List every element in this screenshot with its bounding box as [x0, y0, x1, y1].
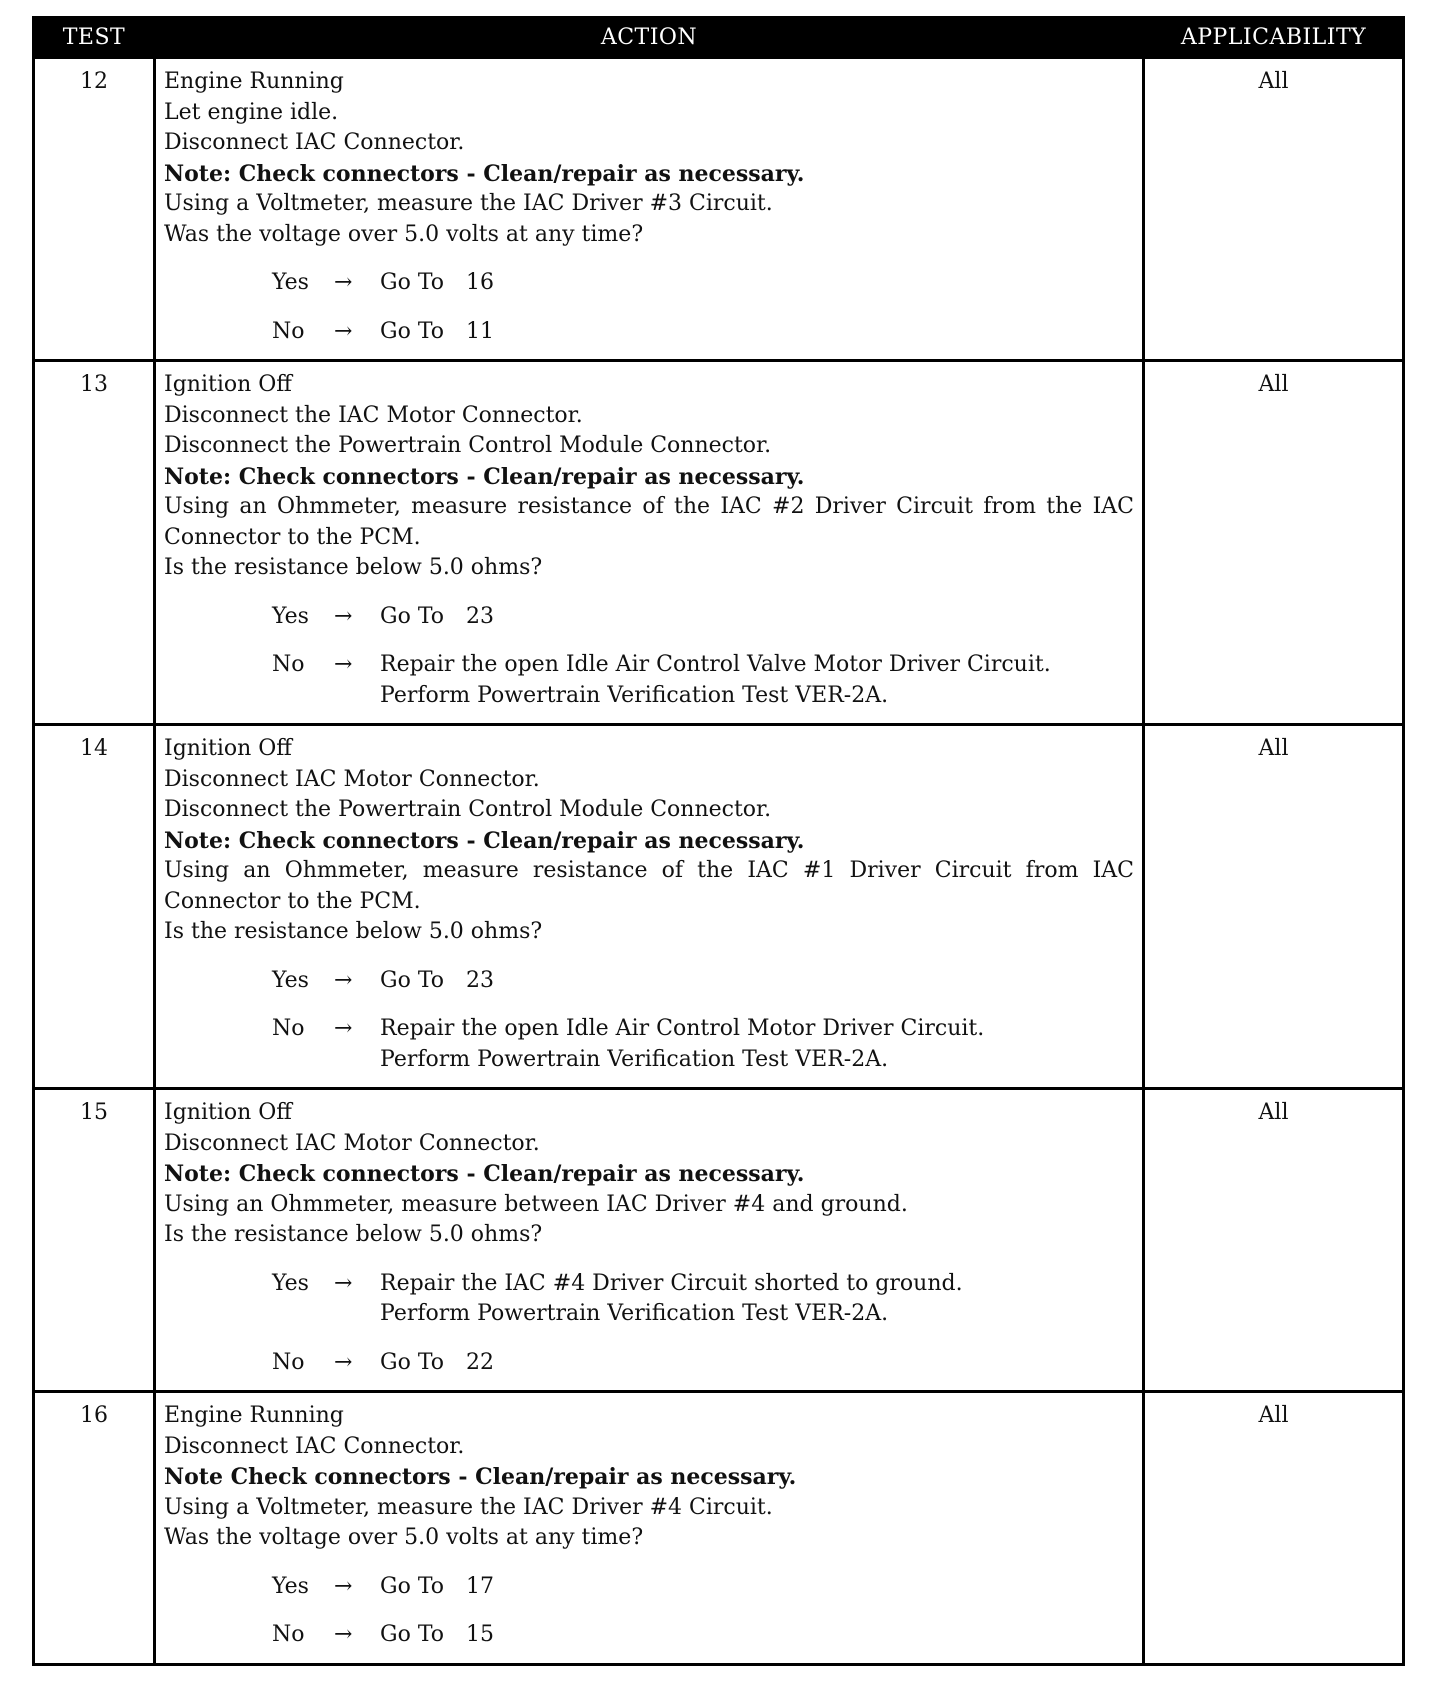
table-row — [34, 1089, 1404, 1392]
applicability-value: All — [1144, 725, 1404, 1089]
action-note: Note Check connectors - Clean/repair as necessary. — [164, 1464, 797, 1490]
test-number: 16 — [34, 1392, 155, 1665]
goto-target: 17 — [466, 1573, 495, 1599]
arrow-right-icon: → — [334, 270, 353, 295]
action-line: Engine Running — [164, 1403, 344, 1428]
no-label: No — [272, 1016, 305, 1041]
diagnostic-table — [32, 16, 1405, 1666]
goto-text: Go To 17 — [380, 1573, 495, 1599]
table-row — [34, 1392, 1404, 1665]
action-line: Disconnect IAC Motor Connector. — [164, 1130, 540, 1156]
action-line: Connector to the PCM. — [164, 524, 421, 550]
arrow-right-icon: → — [334, 1573, 353, 1599]
test-number: 13 — [34, 361, 155, 725]
action-line: Using an Ohmmeter, measure resistance of the IAC #2 Driver Circuit from the IAC — [164, 494, 1134, 519]
yes-branch — [164, 966, 1134, 997]
goto-target: 23 — [466, 967, 495, 993]
yes-branch — [164, 268, 1134, 299]
no-branch — [164, 1620, 1134, 1651]
action-line: Let engine idle. — [164, 99, 339, 125]
action-line: Disconnect IAC Connector. — [164, 1433, 465, 1459]
goto-text: Go To 22 — [380, 1349, 495, 1375]
action-question: Is the resistance below 5.0 ohms? — [164, 1222, 543, 1247]
no-branch — [164, 650, 1134, 711]
goto-text: Go To 16 — [380, 270, 495, 295]
action-note: Note: Check connectors - Clean/repair as necessary. — [164, 463, 805, 490]
yes-label: Yes — [272, 1270, 309, 1296]
yes-branch — [164, 602, 1134, 633]
header-action: ACTION — [155, 18, 1144, 58]
goto-text: Go To 23 — [380, 603, 495, 629]
test-number: 14 — [34, 725, 155, 1089]
table-row — [34, 58, 1404, 361]
action-question: Was the voltage over 5.0 volts at any time? — [164, 1525, 644, 1550]
result-text — [380, 650, 1051, 711]
result-branches — [164, 1269, 1134, 1379]
header-applicability: APPLICABILITY — [1144, 18, 1404, 58]
action-line: Ignition Off — [164, 736, 292, 761]
arrow-right-icon: → — [334, 652, 353, 677]
result-text — [380, 1014, 984, 1075]
yes-label: Yes — [272, 967, 309, 993]
no-branch — [164, 1014, 1134, 1075]
yes-branch — [164, 1572, 1134, 1603]
action-line: Ignition Off — [164, 1100, 292, 1125]
action-note: Note: Check connectors - Clean/repair as necessary. — [164, 160, 805, 187]
action-cell — [155, 58, 1144, 361]
result-text-line: Repair the open Idle Air Control Motor Driver Circuit. — [380, 1016, 985, 1041]
yes-label: Yes — [272, 1573, 309, 1599]
action-line: Using a Voltmeter, measure the IAC Driver #4 Circuit. — [164, 1494, 773, 1520]
goto-target: 16 — [466, 270, 495, 295]
result-branches — [164, 268, 1134, 347]
action-line: Using a Voltmeter, measure the IAC Driver #3 Circuit. — [164, 191, 773, 216]
action-cell — [155, 1392, 1144, 1665]
action-line: Disconnect the Powertrain Control Module Connector. — [164, 433, 772, 458]
goto-target: 23 — [466, 603, 495, 629]
goto-target: 15 — [466, 1622, 495, 1647]
action-question: Is the resistance below 5.0 ohms? — [164, 555, 543, 580]
result-text-line: Repair the IAC #4 Driver Circuit shorted to ground. — [380, 1270, 963, 1296]
action-line: Disconnect the IAC Motor Connector. — [164, 402, 583, 428]
arrow-right-icon: → — [334, 603, 353, 629]
goto-text: Go To 11 — [380, 318, 495, 344]
arrow-right-icon: → — [334, 967, 353, 993]
action-line: Disconnect the Powertrain Control Module Connector. — [164, 797, 772, 822]
action-note: Note: Check connectors - Clean/repair as necessary. — [164, 827, 805, 854]
yes-branch — [164, 1269, 1134, 1330]
no-branch — [164, 1348, 1134, 1379]
action-line: Engine Running — [164, 69, 344, 94]
applicability-value: All — [1144, 58, 1404, 361]
arrow-right-icon: → — [334, 1270, 353, 1296]
result-text-line: Perform Powertrain Verification Test VER-2A. — [380, 1046, 889, 1072]
action-question: Is the resistance below 5.0 ohms? — [164, 919, 543, 944]
arrow-right-icon: → — [334, 318, 353, 344]
test-number: 15 — [34, 1089, 155, 1392]
action-note: Note: Check connectors - Clean/repair as necessary. — [164, 1161, 805, 1187]
result-text-line: Repair the open Idle Air Control Valve Motor Driver Circuit. — [380, 652, 1051, 677]
action-line: Using an Ohmmeter, measure resistance of the IAC #1 Driver Circuit from IAC — [164, 858, 1134, 883]
header-test: TEST — [34, 18, 155, 58]
action-line: Disconnect IAC Motor Connector. — [164, 766, 540, 792]
test-number: 12 — [34, 58, 155, 361]
table-row — [34, 361, 1404, 725]
action-line: Ignition Off — [164, 372, 292, 397]
yes-label: Yes — [272, 603, 309, 629]
no-branch — [164, 317, 1134, 348]
goto-target: 22 — [466, 1349, 495, 1375]
no-label: No — [272, 652, 305, 677]
action-line: Disconnect IAC Connector. — [164, 130, 465, 155]
action-cell — [155, 1089, 1144, 1392]
result-branches — [164, 966, 1134, 1076]
applicability-value: All — [1144, 1089, 1404, 1392]
action-line: Using an Ohmmeter, measure between IAC Driver #4 and ground. — [164, 1191, 908, 1217]
arrow-right-icon: → — [334, 1622, 353, 1647]
no-label: No — [272, 318, 305, 344]
no-label: No — [272, 1349, 305, 1375]
action-cell — [155, 361, 1144, 725]
action-line: Connector to the PCM. — [164, 888, 421, 914]
arrow-right-icon: → — [334, 1349, 353, 1375]
applicability-value: All — [1144, 1392, 1404, 1665]
goto-text: Go To 15 — [380, 1622, 495, 1647]
arrow-right-icon: → — [334, 1016, 353, 1041]
result-text-line: Perform Powertrain Verification Test VER-2A. — [380, 1301, 889, 1326]
table-row — [34, 725, 1404, 1089]
result-text — [380, 1269, 963, 1330]
no-label: No — [272, 1622, 305, 1647]
goto-text: Go To 23 — [380, 967, 495, 993]
goto-target: 11 — [466, 318, 495, 344]
result-branches — [164, 602, 1134, 712]
action-cell — [155, 725, 1144, 1089]
result-branches — [164, 1572, 1134, 1651]
table-header-row — [34, 18, 1404, 58]
action-question: Was the voltage over 5.0 volts at any time? — [164, 221, 644, 247]
yes-label: Yes — [272, 270, 309, 295]
result-text-line: Perform Powertrain Verification Test VER-2A. — [380, 682, 889, 708]
applicability-value: All — [1144, 361, 1404, 725]
